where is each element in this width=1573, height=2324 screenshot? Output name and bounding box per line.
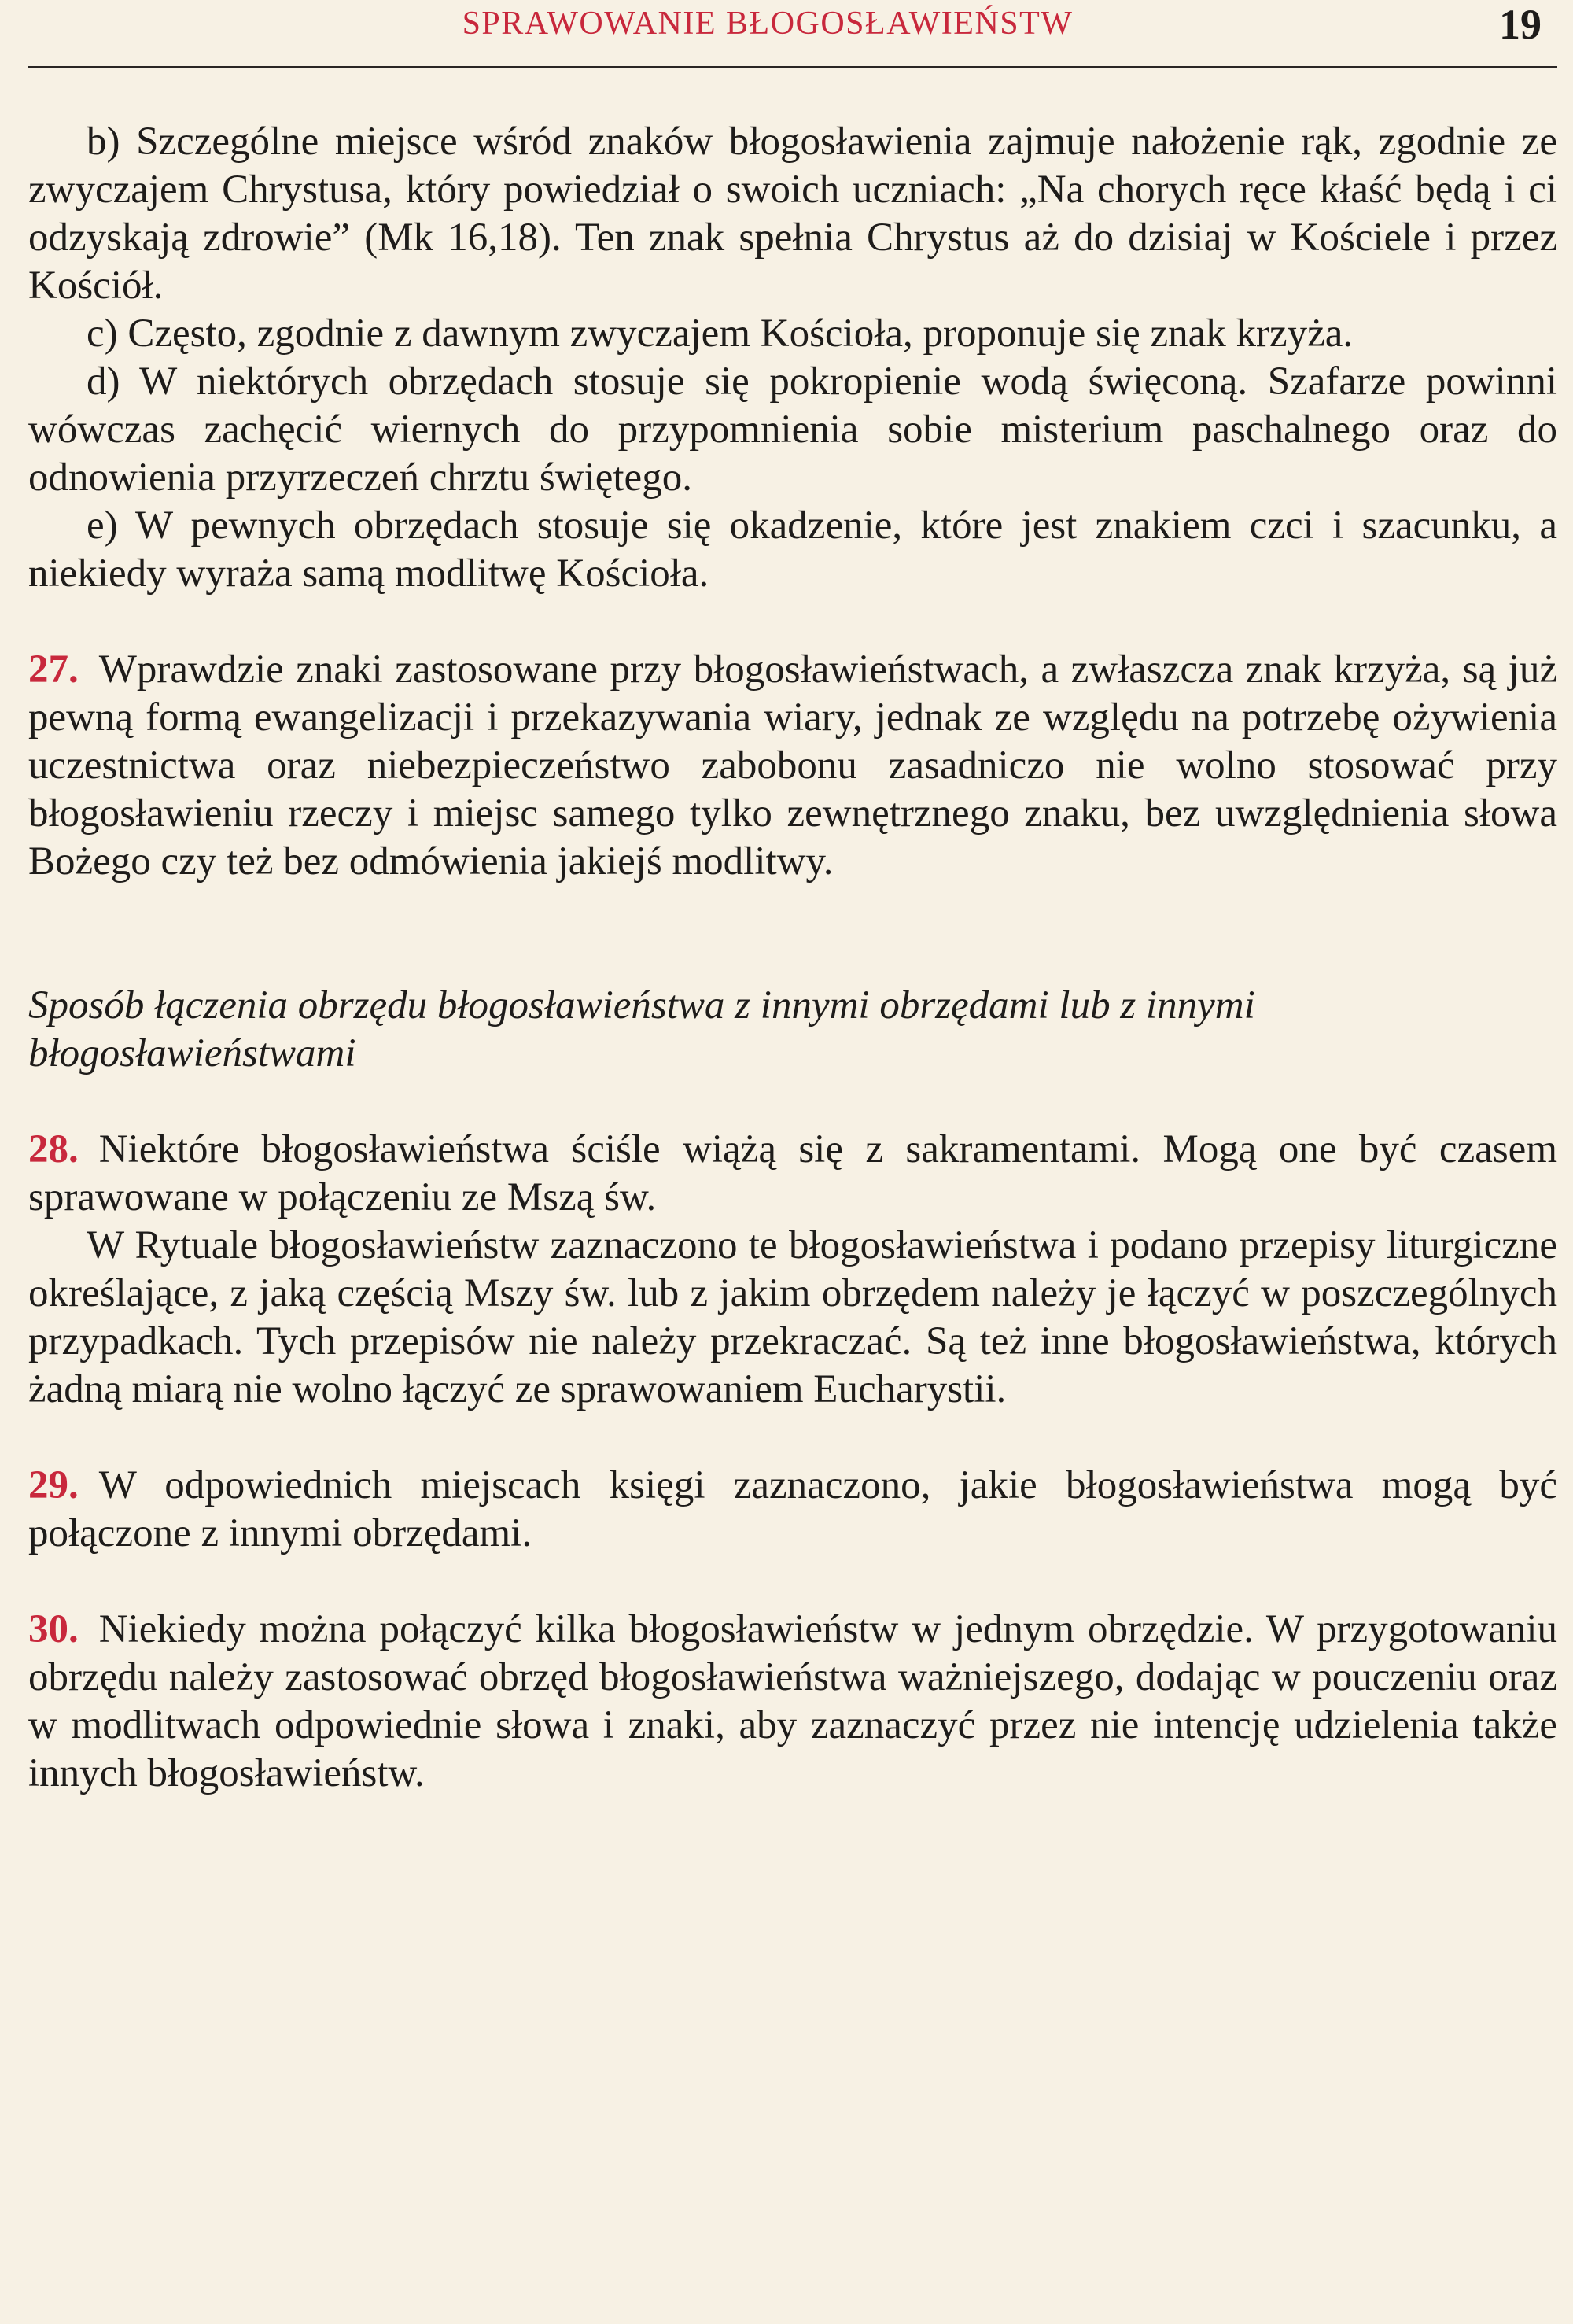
- page-header: [28, 0, 1557, 69]
- paragraph-27: [28, 646, 1557, 886]
- paragraph-e: e) W pewnych obrzędach stosuje się okadzenie, które jest znakiem czci i szacunku, a niekiedy wyraża samą modlitwę Kościoła.: [28, 504, 1557, 596]
- paragraph-text: Wprawdzie znaki zastosowane przy błogosławieństwach, a zwłaszcza znak krzyża, są już pewną formą ewangelizacji i przekazywania wiary, jednak ze względu na potrzebę ożywienia uczestnictwa oraz niebezpieczeństwo zabobonu zasadniczo nie wolno stosować przy błogosławieniu rzeczy i miejsc samego tylko zewnętrznego znaku, bez uwzględnienia słowa Bożego czy też bez odmówienia jakiejś modlitwy.: [28, 647, 1557, 883]
- paragraph-29: [28, 1462, 1557, 1558]
- paragraph-c: c) Często, zgodnie z dawnym zwyczajem Kościoła, proponuje się znak krzyża.: [87, 312, 1354, 356]
- paragraph-number: 28.: [28, 1127, 79, 1171]
- page-number: 19: [1499, 1, 1542, 48]
- paragraph-28: [28, 1126, 1557, 1222]
- paragraph-28-continued: W Rytuale błogosławieństw zaznaczono te błogosławieństwa i podano przepisy liturgiczne określające, z jaką częścią Mszy św. lub z jakim obrzędem należy je łączyć w poszczególnych przypadkach. Tych przepisów nie należy przekraczać. Są też inne błogosławieństwa, których żadną miarą nie wolno łączyć ze sprawowaniem Eucharystii.: [28, 1223, 1557, 1411]
- paragraph-text: Niektóre błogosławieństwa ściśle wiążą się z sakramentami. Mogą one być czasem sprawowane w połączeniu ze Mszą św.: [28, 1127, 1557, 1219]
- paragraph-30: [28, 1606, 1557, 1798]
- running-head: SPRAWOWANIE BŁOGOSŁAWIEŃSTW: [462, 6, 1074, 42]
- paragraph-text: W odpowiednich miejscach księgi zaznaczono, jakie błogosławieństwa mogą być połączone z innymi obrzędami.: [28, 1463, 1557, 1555]
- paragraph-number: 27.: [28, 647, 79, 692]
- paragraph-d: d) W niektórych obrzędach stosuje się pokropienie wodą święconą. Szafarze powinni wówczas zachęcić wiernych do przypomnienia sobie misterium paschalnego oraz do odnowienia przyrzeczeń chrztu świętego.: [28, 360, 1557, 500]
- paragraph-number: 29.: [28, 1463, 79, 1507]
- paragraph-b: b) Szczególne miejsce wśród znaków błogosławienia zajmuje nałożenie rąk, zgodnie ze zwyczajem Chrystusa, który powiedział o swoich uczniach: „Na chorych ręce kłaść będą i ci odzyskają zdrowie” (Mk 16,18). Ten znak spełnia Chrystus aż do dzisiaj w Kościele i przez Kościół.: [28, 120, 1557, 308]
- header-rule: [28, 66, 1557, 68]
- page-body: [28, 118, 1557, 1798]
- section-heading: Sposób łączenia obrzędu błogosławieństwa z innymi obrzędami lub z innymi błogosławieństwami: [28, 983, 1255, 1075]
- paragraph-number: 30.: [28, 1607, 79, 1651]
- paragraph-text: Niekiedy można połączyć kilka błogosławieństw w jednym obrzędzie. W przygotowaniu obrzędu należy zastosować obrzęd błogosławieństwa ważniejszego, dodając w pouczeniu oraz w modlitwach odpowiednie słowa i znaki, aby zaznaczyć przez nie intencję udzielenia także innych błogosławieństw.: [28, 1607, 1557, 1795]
